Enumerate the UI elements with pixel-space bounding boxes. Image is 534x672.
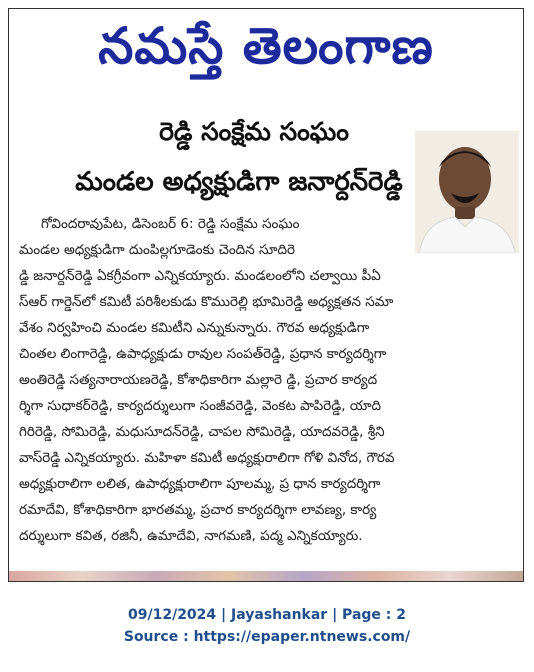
article-body [19,211,519,549]
news-clipping [8,8,524,582]
body-line: ర్శిగా సుధాకర్‌రెడ్డి, కార్యదర్శులుగా సంజీవరెడ్డి, వెంకట పాపిరెడ్డి, యాది [19,398,382,414]
body-line: వాస్‌రెడ్డి ఎన్నికయ్యారు. మహిళా కమిటీ అధ్యక్షురాలిగా గోళి వినోద, గౌరవ [19,450,395,466]
body-line: వేశం నిర్వహించి మండల కమిటీని ఎన్నుకున్నారు. గౌరవ అధ్యక్షుడిగా [19,320,370,336]
body-line: దర్శులుగా కవిత, రజినీ, ఉమాదేవి, నాగమణి, పద్మ ఎన్నికయ్యారు. [19,528,363,544]
newspaper-masthead: నమస్తే తెలంగాణ [98,16,434,75]
body-line: రమాదేవి, కోశాధికారిగా భారతమ్మ, ప్రచార కార్యదర్శిగా లావణ్య, కార్య [19,502,377,518]
body-line: స్‌ఆర్ గార్డెన్‌లో కమిటీ పరిశీలకుడు కొమురెల్లి భూమిరెడ్డి అధ్యక్షతన సమా [19,294,394,310]
body-line: అధ్యక్షురాలిగా లలిత, ఉపాధ్యక్షురాలిగా పూలమ్మ, ప్ర ధాన కార్యదర్శిగా [19,476,381,492]
body-line: అంతిరెడ్డి సత్యనారాయణరెడ్డి, కోశాధికారిగా మల్లారె డ్డి, ప్రచార కార్యద [19,372,378,388]
footer-source-link: Source : https://epaper.ntnews.com/ [123,629,411,645]
adjacent-article-strip [9,571,523,581]
body-line: గోవిందరావుపేట, డిసెంబర్ 6: రెడ్డి సంక్షేమ సంఘం [41,216,300,232]
body-line: డ్డి జనార్దన్‌రెడ్డి ఏకగ్రీవంగా ఎన్నికయ్యారు. మండలంలోని చల్వాయి పీఏ [19,268,381,284]
footer-date-edition: 09/12/2024 | Jayashankar | Page : 2 [128,607,406,623]
clip-footer [0,604,534,648]
body-line: చింతల లింగారెడ్డి, ఉపాధ్యక్షుడు రావుల సంపత్‌రెడ్డి, ప్రధాన కార్యదర్శిగా [19,346,387,362]
body-line: మండల అధ్యక్షుడిగా దుంపిల్లగూడెంకు చెందిన సూదిరె [19,242,296,258]
body-line: గిరిరెడ్డి, సోమిరెడ్డి, మధుసూదన్‌రెడ్డి, చాపల సోమిరెడ్డి, యాదవరెడ్డి, శ్రీని [19,424,385,440]
headline-line-2: మండల అధ్యక్షుడిగా జనార్దన్‌రెడ్డి [75,167,403,197]
headline-line-1: రెడ్డి సంక్షేమ సంఘం [159,117,349,146]
